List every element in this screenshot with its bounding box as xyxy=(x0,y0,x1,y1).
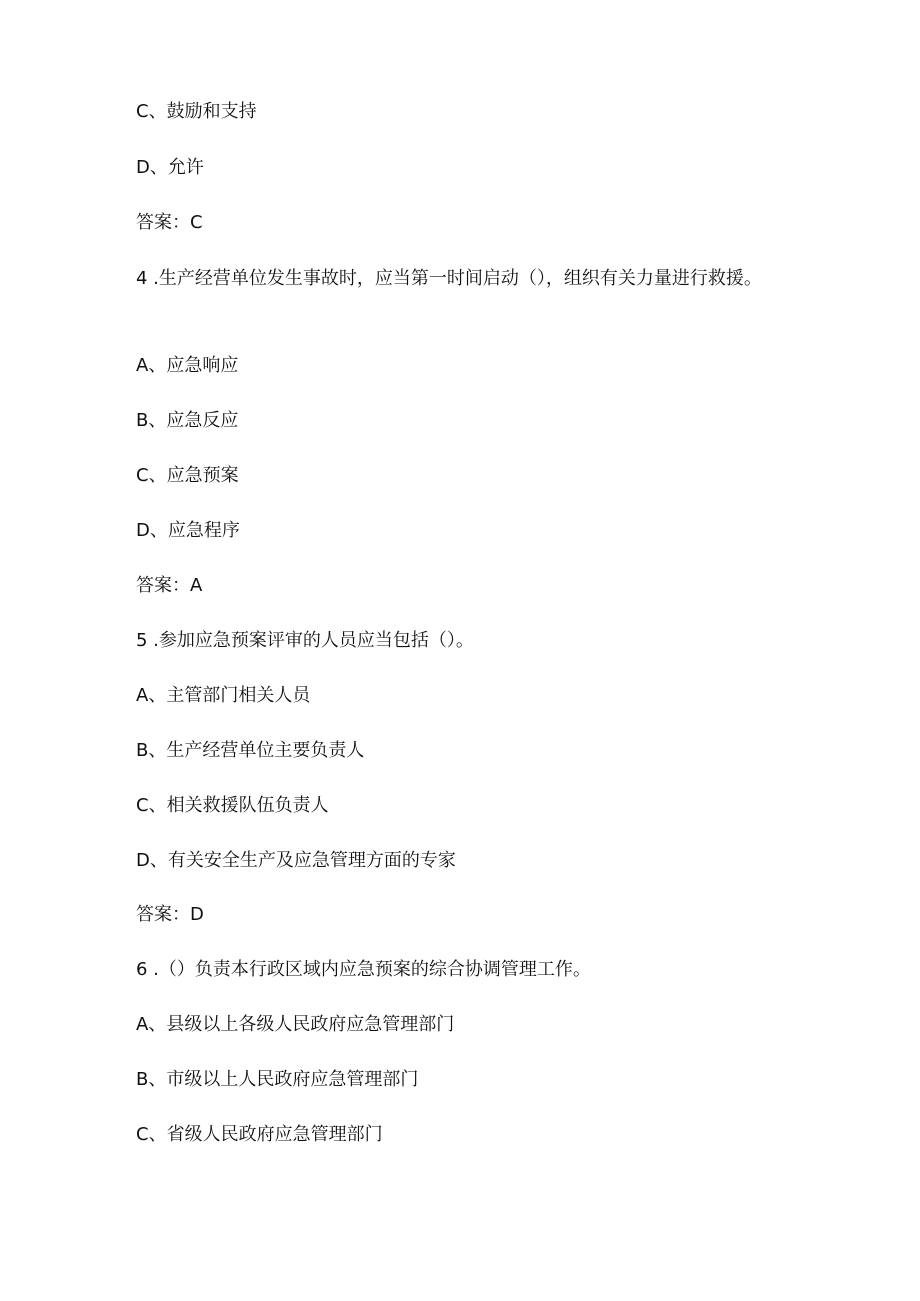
answer-q4: 答案：A xyxy=(136,575,203,596)
option-c-q3: C、鼓励和支持 xyxy=(136,101,257,122)
option-c-q4: C、应急预案 xyxy=(136,465,239,486)
option-b-q5: B、生产经营单位主要负责人 xyxy=(136,740,365,761)
question-6: 6 .（）负责本行政区域内应急预案的综合协调管理工作。 xyxy=(136,959,591,980)
option-a-q5: A、主管部门相关人员 xyxy=(136,685,311,706)
option-a-q6: A、县级以上各级人民政府应急管理部门 xyxy=(136,1014,455,1035)
option-b-q4: B、应急反应 xyxy=(136,410,239,431)
option-d-q4: D、应急程序 xyxy=(136,520,240,541)
answer-q3: 答案：C xyxy=(136,212,203,233)
question-4: 4 .生产经营单位发生事故时，应当第一时间启动（），组织有关力量进行救援。 xyxy=(136,268,762,289)
option-c-q5: C、相关救援队伍负责人 xyxy=(136,795,329,816)
option-c-q6: C、省级人民政府应急管理部门 xyxy=(136,1124,383,1145)
option-d-q3: D、允许 xyxy=(136,157,204,178)
option-a-q4: A、应急响应 xyxy=(136,355,239,376)
option-d-q5: D、有关安全生产及应急管理方面的专家 xyxy=(136,850,456,871)
option-b-q6: B、市级以上人民政府应急管理部门 xyxy=(136,1069,419,1090)
answer-q5: 答案：D xyxy=(136,904,204,925)
question-5: 5 .参加应急预案评审的人员应当包括（）。 xyxy=(136,630,474,651)
